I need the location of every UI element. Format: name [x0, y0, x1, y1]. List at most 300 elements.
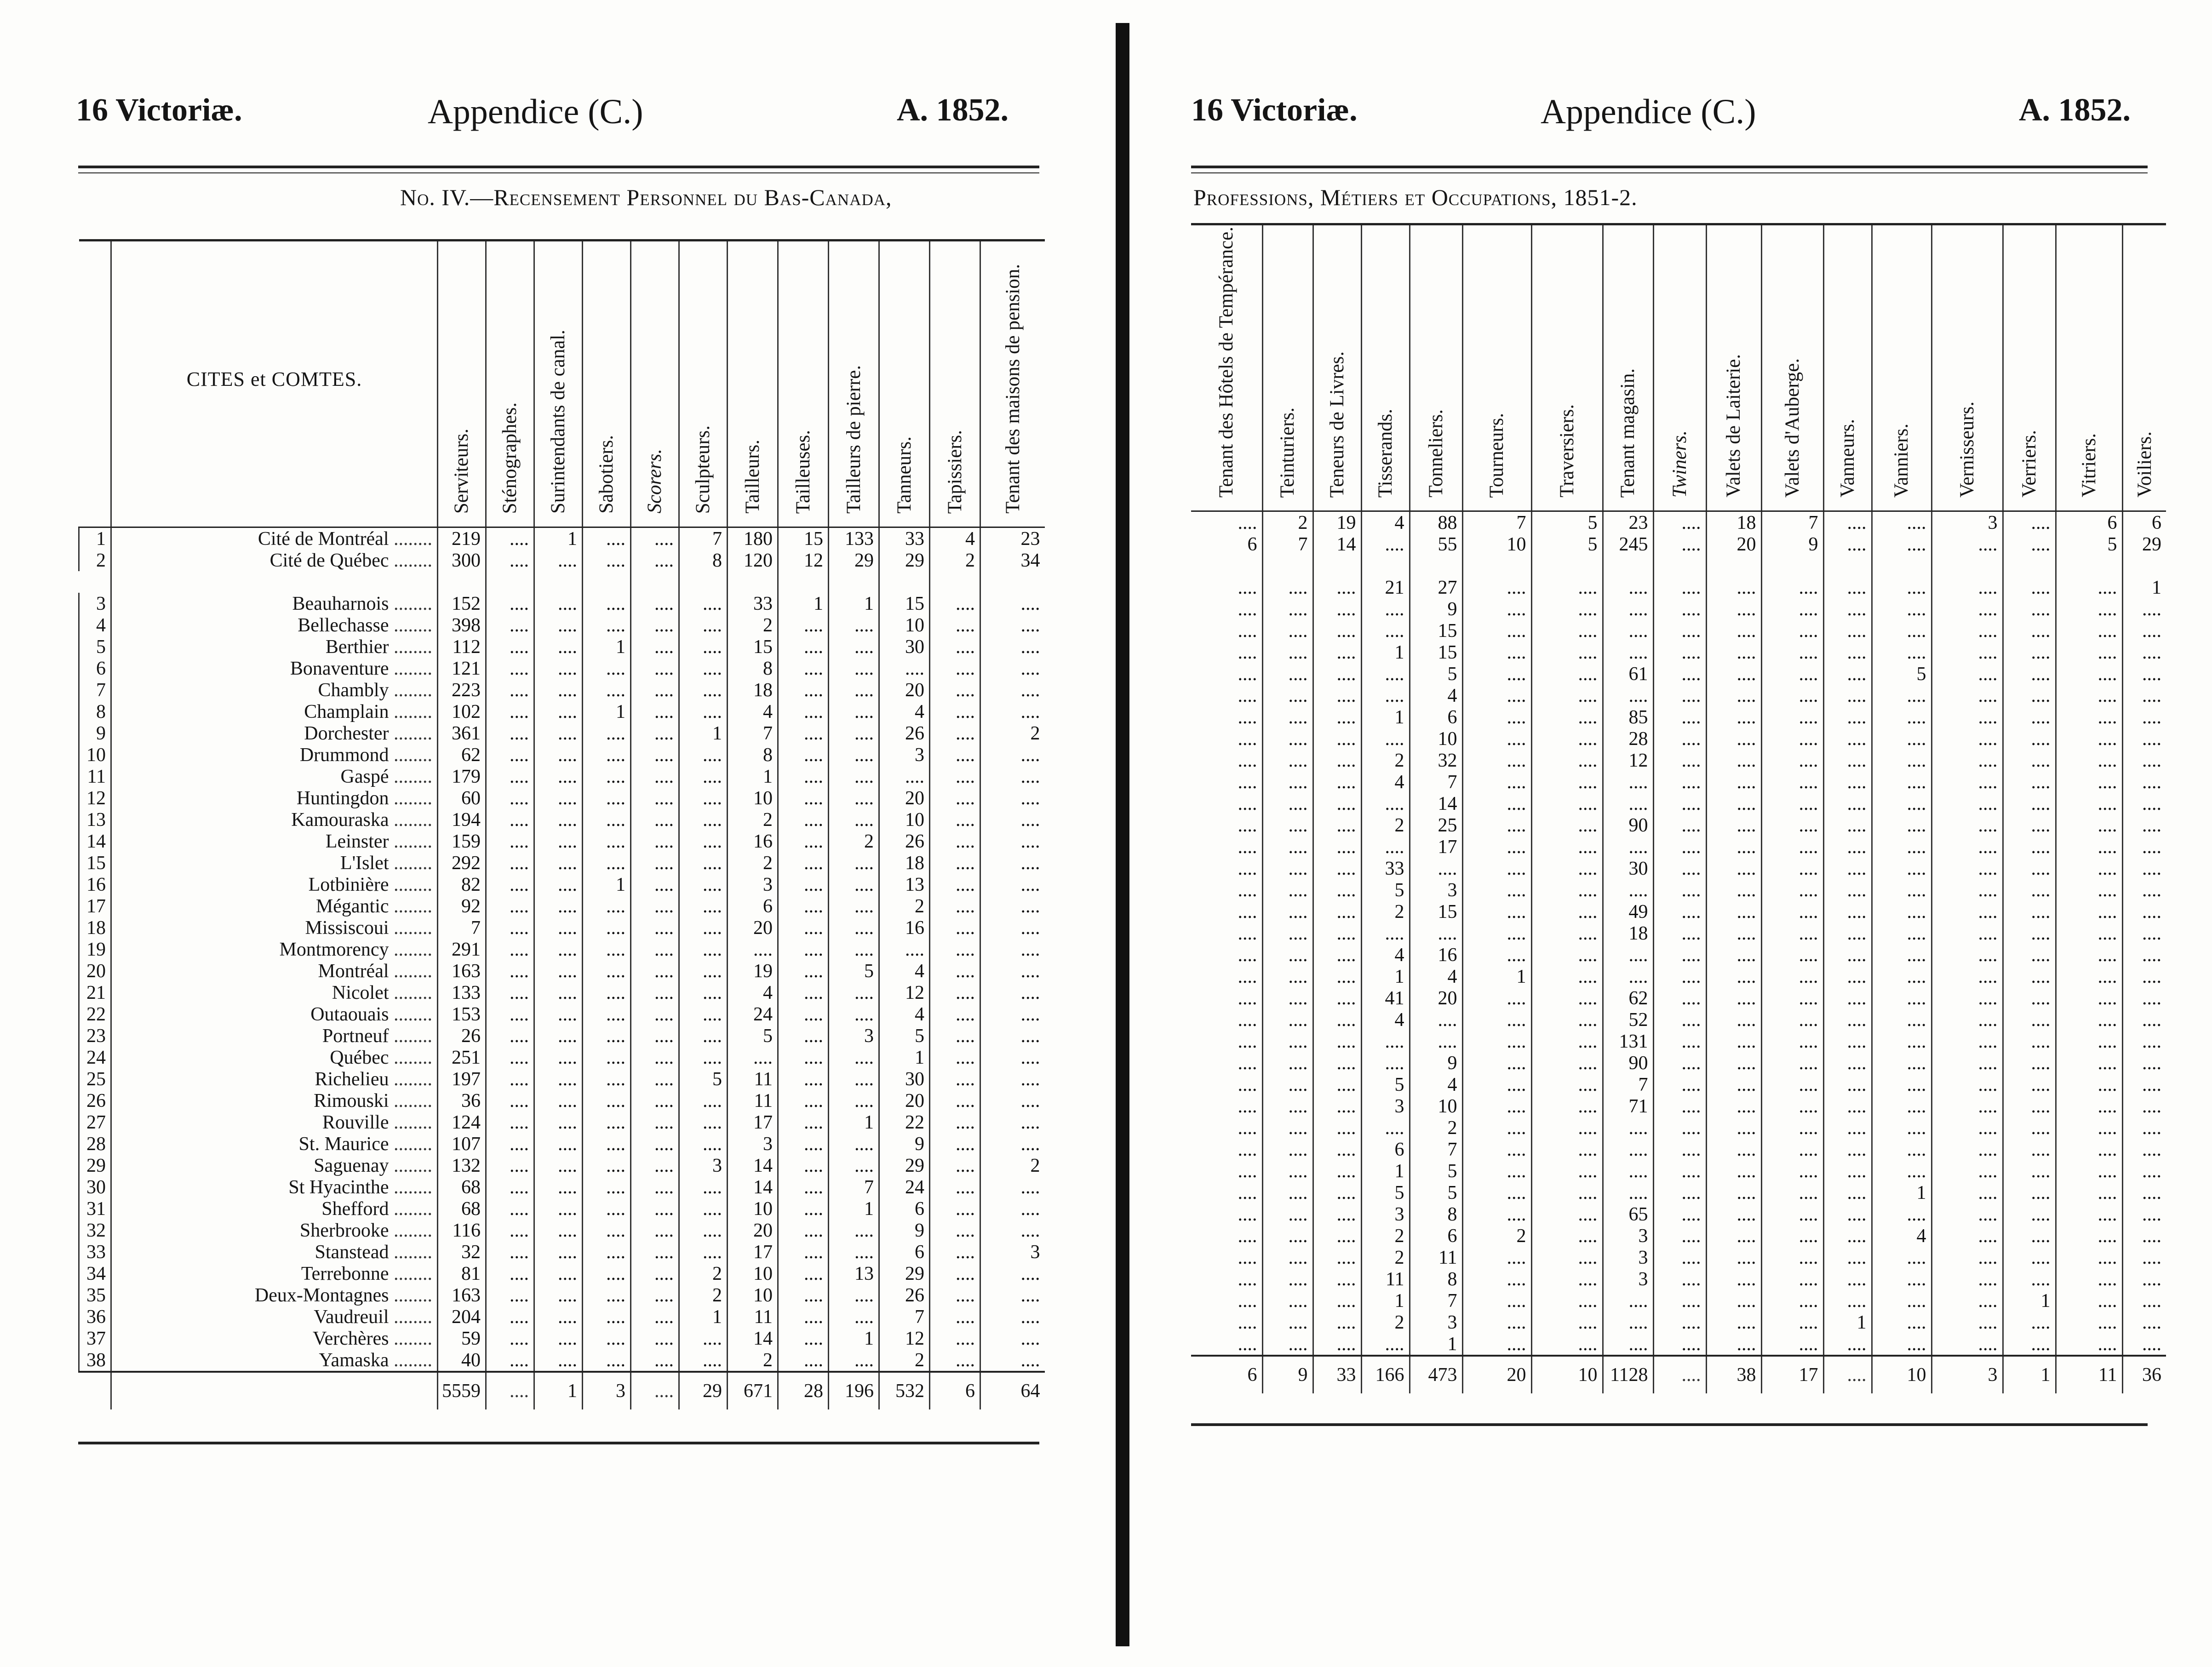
cell-value: .... — [2003, 1031, 2056, 1052]
cell-value: .... — [1653, 793, 1706, 814]
cell-value: .... — [1706, 642, 1761, 663]
cell-value: 14 — [1410, 793, 1462, 814]
total-value: 1128 — [1603, 1356, 1653, 1393]
cell-value: .... — [631, 1349, 679, 1372]
total-value: 1 — [534, 1372, 583, 1409]
cell-value: .... — [1761, 1312, 1823, 1333]
table-row — [1191, 1182, 2166, 1203]
cell-value: .... — [778, 917, 829, 939]
cell-value: 29 — [879, 550, 930, 571]
column-header-tailleurs-de-pierre — [829, 241, 879, 527]
cell-value: .... — [583, 744, 631, 766]
cell-value: .... — [534, 1349, 583, 1372]
cell-value: 1 — [679, 1306, 728, 1328]
county-name — [111, 766, 438, 787]
cell-value: .... — [679, 1349, 728, 1372]
row-number: 6 — [79, 658, 111, 679]
cell-value: .... — [1653, 879, 1706, 901]
cell-value: .... — [1262, 771, 1313, 793]
cell-value: .... — [1238, 1052, 1257, 1074]
cell-value: .... — [2122, 771, 2166, 793]
cell-value: 1 — [778, 593, 829, 614]
cell-value: .... — [1931, 577, 2003, 598]
column-header-sabotiers — [583, 241, 631, 527]
cell-value: .... — [1872, 706, 1931, 728]
cell-value: .... — [2003, 793, 2056, 814]
cell-value: .... — [1653, 901, 1706, 922]
cell-value: 11 — [728, 1090, 778, 1111]
county-name-text: Outaouais — [310, 1003, 389, 1025]
spacer-cell — [1603, 555, 1653, 577]
cell-value: 4 — [728, 701, 778, 722]
cell-value: .... — [980, 1047, 1045, 1068]
cell-value: 10 — [728, 1198, 778, 1220]
total-value: 36 — [2122, 1356, 2166, 1393]
county-name-text: Berthier — [325, 636, 389, 658]
leader-dots: ........ — [389, 679, 432, 701]
cell-value: 32 — [1410, 750, 1462, 771]
cell-value: 8 — [728, 658, 778, 679]
cell-value: .... — [1531, 1139, 1603, 1160]
cell-value: .... — [486, 550, 534, 571]
totals-row — [79, 1372, 1045, 1409]
cell-value: 3 — [728, 1133, 778, 1155]
cell-value: .... — [930, 895, 980, 917]
table-row — [79, 831, 1045, 852]
cell-value: .... — [1462, 879, 1531, 901]
cell-value: .... — [1603, 836, 1653, 858]
row-number: 27 — [79, 1111, 111, 1133]
cell-value: .... — [980, 831, 1045, 852]
row-number-header — [79, 241, 111, 527]
cell-value: .... — [778, 787, 829, 809]
cell-value: .... — [1313, 620, 1361, 642]
cell-value: 2 — [980, 722, 1045, 744]
cell-value: .... — [930, 1328, 980, 1349]
cell-value: 3 — [879, 744, 930, 766]
county-name-text: Chambly — [318, 679, 389, 701]
cell-value: .... — [1238, 663, 1257, 685]
cell-value: .... — [679, 679, 728, 701]
total-value: 166 — [1361, 1356, 1410, 1393]
cell-value: .... — [980, 744, 1045, 766]
cell-value: .... — [1706, 706, 1761, 728]
cell-value: .... — [1603, 685, 1653, 706]
cell-value: .... — [486, 593, 534, 614]
cell-value: .... — [486, 1047, 534, 1068]
cell-value: .... — [980, 1198, 1045, 1220]
total-value: 64 — [980, 1372, 1045, 1409]
cell-value: 20 — [1410, 987, 1462, 1009]
cell-value: 163 — [438, 960, 486, 982]
cell-value: .... — [1761, 598, 1823, 620]
header-left: 16 Victoriæ. — [76, 92, 242, 128]
table-row — [79, 614, 1045, 636]
cell-value: 1 — [583, 636, 631, 658]
cell-value: .... — [829, 1241, 879, 1263]
cell-value: .... — [1761, 663, 1823, 685]
spacer-cell — [1191, 555, 1262, 577]
cell-value: .... — [930, 960, 980, 982]
cell-value: 21 — [1361, 577, 1410, 598]
county-name — [111, 1198, 438, 1220]
column-label: Tenant magasin. — [1617, 368, 1639, 498]
cell-value: .... — [583, 766, 631, 787]
table-row — [1191, 620, 2166, 642]
leader-dots: ........ — [389, 1176, 432, 1198]
cell-value: .... — [829, 1220, 879, 1241]
cell-value: .... — [1706, 1139, 1761, 1160]
cell-value: .... — [679, 1176, 728, 1198]
cell-value: .... — [2122, 642, 2166, 663]
cell-value: .... — [1872, 922, 1931, 944]
cell-value: .... — [583, 1133, 631, 1155]
column-label: Tenant des maisons de pension. — [1002, 264, 1024, 514]
cell-value: .... — [980, 593, 1045, 614]
cell-value: .... — [1931, 771, 2003, 793]
cell-value: .... — [1872, 533, 1931, 555]
row-number: 38 — [79, 1349, 111, 1372]
cell-value: .... — [829, 982, 879, 1003]
cell-value: .... — [2003, 966, 2056, 987]
cell-value: .... — [631, 1133, 679, 1155]
spacer-cell — [728, 571, 778, 593]
leader-dots: ........ — [389, 831, 432, 852]
cell-value: .... — [2122, 1052, 2166, 1074]
row-number: 4 — [79, 614, 111, 636]
cell-value: 112 — [438, 636, 486, 658]
cell-value: .... — [1872, 1333, 1931, 1356]
cell-value: .... — [930, 1198, 980, 1220]
cell-value: .... — [486, 1349, 534, 1372]
cell-value: .... — [930, 1111, 980, 1133]
row-number: 20 — [79, 960, 111, 982]
cell-value: .... — [1872, 1268, 1931, 1290]
header-right: A. 1852. — [2019, 92, 2131, 128]
cell-value: .... — [1653, 1052, 1706, 1074]
table-row — [79, 766, 1045, 787]
cell-value: .... — [1262, 663, 1313, 685]
cell-value: .... — [1823, 511, 1872, 534]
leader-dots: ........ — [389, 614, 432, 636]
cell-value: 13 — [879, 874, 930, 895]
total-value: 3 — [583, 1372, 631, 1409]
cell-value: .... — [1823, 663, 1872, 685]
cell-value: 20 — [728, 917, 778, 939]
cell-value: .... — [1238, 642, 1257, 663]
spacer-cell — [111, 571, 438, 593]
cell-value: .... — [980, 1263, 1045, 1284]
cell-value: 2 — [728, 614, 778, 636]
cell-value: .... — [631, 1090, 679, 1111]
cell-value: .... — [2003, 1333, 2056, 1356]
cell-value: .... — [1761, 836, 1823, 858]
row-number: 37 — [79, 1328, 111, 1349]
cell-value: .... — [2056, 771, 2122, 793]
cell-value: .... — [829, 614, 879, 636]
cell-value: 5 — [1361, 1182, 1410, 1203]
cell-value: .... — [1462, 901, 1531, 922]
column-label: Verriers. — [2018, 430, 2040, 498]
cell-value: .... — [1823, 1290, 1872, 1312]
cell-value: .... — [1262, 728, 1313, 750]
cell-value: .... — [1262, 1203, 1313, 1225]
cell-value: 18 — [879, 852, 930, 874]
cell-value: .... — [2003, 750, 2056, 771]
cell-value: .... — [2056, 1095, 2122, 1117]
table-row — [79, 636, 1045, 658]
cell-value: .... — [1761, 814, 1823, 836]
leader-dots: ........ — [389, 852, 432, 874]
cell-value: .... — [1313, 1074, 1361, 1095]
county-name — [111, 1003, 438, 1025]
cell-value: .... — [631, 852, 679, 874]
cell-value: 15 — [1410, 901, 1462, 922]
cell-value: .... — [534, 1176, 583, 1198]
cell-value: .... — [1761, 987, 1823, 1009]
cell-value: .... — [534, 679, 583, 701]
cell-value: .... — [1761, 1117, 1823, 1139]
total-value: 11 — [2056, 1356, 2122, 1393]
cell-value: .... — [1361, 598, 1410, 620]
cell-value: .... — [1262, 1247, 1313, 1268]
cell-value: .... — [534, 787, 583, 809]
cell-value: .... — [980, 701, 1045, 722]
cell-value: .... — [1531, 728, 1603, 750]
cell-value: .... — [679, 895, 728, 917]
census-table-left — [78, 239, 1045, 1409]
table-row — [1191, 858, 2166, 879]
cell-value: .... — [1931, 901, 2003, 922]
cell-value: .... — [1531, 750, 1603, 771]
cell-value: .... — [1262, 706, 1313, 728]
cell-value: .... — [534, 809, 583, 831]
cell-value: .... — [1313, 1139, 1361, 1160]
cell-value: .... — [583, 1025, 631, 1047]
county-name — [111, 1068, 438, 1090]
cell-value: .... — [2003, 771, 2056, 793]
cell-value: .... — [631, 809, 679, 831]
cell-value: .... — [1761, 1247, 1823, 1268]
cell-value: .... — [1313, 901, 1361, 922]
cell-value: .... — [930, 679, 980, 701]
table-row — [79, 917, 1045, 939]
cell-value: .... — [980, 787, 1045, 809]
cell-value: .... — [1706, 1031, 1761, 1052]
leader-dots: ........ — [389, 1220, 432, 1241]
cell-value: .... — [534, 593, 583, 614]
cell-value: 24 — [728, 1003, 778, 1025]
row-number: 5 — [79, 636, 111, 658]
row-number: 13 — [79, 809, 111, 831]
cell-value: .... — [930, 874, 980, 895]
cell-value: .... — [1872, 1095, 1931, 1117]
cell-value: .... — [1361, 1117, 1410, 1139]
table-row — [1191, 1333, 2166, 1356]
cell-value: .... — [1931, 642, 2003, 663]
cell-value: 12 — [879, 982, 930, 1003]
column-header-tenant-des-hotels-de-temperance — [1191, 224, 1262, 511]
cell-value: 7 — [1410, 1139, 1462, 1160]
cell-value: .... — [2122, 706, 2166, 728]
cell-value: 4 — [1410, 685, 1462, 706]
county-name — [111, 809, 438, 831]
cell-value: .... — [631, 722, 679, 744]
footer-rule — [78, 1442, 1039, 1444]
cell-value: .... — [829, 852, 879, 874]
cell-value: 4 — [1410, 966, 1462, 987]
column-header-twiners — [1653, 224, 1706, 511]
county-name — [111, 1349, 438, 1372]
cell-value: 17 — [728, 1241, 778, 1263]
cell-value: 2 — [1361, 901, 1410, 922]
cell-value: 41 — [1361, 987, 1410, 1009]
row-number: 3 — [79, 593, 111, 614]
cell-value: .... — [1872, 1139, 1931, 1160]
cell-value: .... — [631, 1328, 679, 1349]
county-name-text: Champlain — [304, 701, 389, 722]
row-number: 33 — [79, 1241, 111, 1263]
cell-value: .... — [1313, 944, 1361, 966]
county-name — [111, 1025, 438, 1047]
cell-value: .... — [1262, 966, 1313, 987]
row-number: 9 — [79, 722, 111, 744]
table-row — [79, 1090, 1045, 1111]
cell-value: .... — [1761, 577, 1823, 598]
cell-value: .... — [2122, 1117, 2166, 1139]
cell-value: .... — [2056, 642, 2122, 663]
cell-value: .... — [1238, 750, 1257, 771]
cell-value: .... — [829, 636, 879, 658]
cell-value: .... — [1931, 922, 2003, 944]
cell-value: .... — [1653, 771, 1706, 793]
county-name — [111, 1263, 438, 1284]
table-row — [1191, 728, 2166, 750]
cell-value: .... — [2003, 642, 2056, 663]
cell-value: .... — [1653, 750, 1706, 771]
column-header-teinturiers — [1262, 224, 1313, 511]
cell-value: .... — [1262, 1009, 1313, 1031]
cell-value: .... — [980, 1003, 1045, 1025]
cell-value: .... — [1462, 814, 1531, 836]
cell-value: 92 — [438, 895, 486, 917]
cell-value: .... — [486, 614, 534, 636]
cell-value: .... — [1706, 966, 1761, 987]
row-number: 17 — [79, 895, 111, 917]
leader-dots: ........ — [389, 744, 432, 766]
cell-value: .... — [1706, 1333, 1761, 1356]
cell-value: .... — [1313, 1031, 1361, 1052]
cell-value: .... — [778, 614, 829, 636]
cell-value: 107 — [438, 1133, 486, 1155]
cell-value: 7 — [438, 917, 486, 939]
cell-value: .... — [1872, 793, 1931, 814]
cell-value: 36 — [438, 1090, 486, 1111]
cell-value: .... — [778, 658, 829, 679]
cell-value: .... — [778, 1220, 829, 1241]
cell-value: .... — [486, 744, 534, 766]
cell-value: .... — [1706, 1074, 1761, 1095]
table-row — [1191, 1031, 2166, 1052]
county-name-text: Beauharnois — [292, 593, 389, 614]
cell-value: .... — [486, 939, 534, 960]
cell-value: .... — [631, 1263, 679, 1284]
cell-value: .... — [1823, 750, 1872, 771]
cell-value: .... — [829, 744, 879, 766]
cell-value: 361 — [438, 722, 486, 744]
cell-value: .... — [1313, 1203, 1361, 1225]
cell-value: 18 — [1603, 922, 1653, 944]
column-label: Twiners. — [1668, 430, 1691, 498]
table-row — [1191, 793, 2166, 814]
cell-value: .... — [1238, 858, 1257, 879]
cell-value: .... — [2056, 1333, 2122, 1356]
cell-value: .... — [1761, 879, 1823, 901]
table-row — [1191, 1009, 2166, 1031]
cell-value: .... — [1653, 577, 1706, 598]
cell-value: 68 — [438, 1198, 486, 1220]
cell-value: .... — [1462, 1333, 1531, 1356]
cell-value: .... — [679, 1328, 728, 1349]
cell-value: 2 — [930, 550, 980, 571]
table-row — [79, 550, 1045, 571]
cell-value: .... — [1931, 1312, 2003, 1333]
cell-value: .... — [829, 766, 879, 787]
leader-dots: ........ — [389, 1306, 432, 1328]
cell-value: .... — [1262, 814, 1313, 836]
cell-value: .... — [631, 1025, 679, 1047]
cell-value: .... — [583, 852, 631, 874]
cell-value: 10 — [1410, 728, 1462, 750]
cell-value: .... — [1761, 1160, 1823, 1182]
cell-value: .... — [1313, 922, 1361, 944]
county-name — [111, 722, 438, 744]
county-name — [111, 1220, 438, 1241]
header-center: Appendice (C.) — [1541, 92, 1756, 131]
cell-value: 61 — [1603, 663, 1653, 685]
cell-value: .... — [1823, 1247, 1872, 1268]
cell-value: 1 — [829, 1328, 879, 1349]
cell-value: .... — [1931, 1160, 2003, 1182]
cell-value: .... — [1262, 620, 1313, 642]
cell-value: .... — [1931, 1247, 2003, 1268]
cell-value: .... — [1931, 944, 2003, 966]
cell-value: .... — [728, 1047, 778, 1068]
county-name — [111, 527, 438, 550]
cell-value: .... — [829, 874, 879, 895]
cell-value: .... — [583, 593, 631, 614]
cell-value: .... — [778, 874, 829, 895]
cites-comtes-header — [111, 241, 438, 527]
cell-value: .... — [1931, 598, 2003, 620]
cell-value: .... — [1931, 1268, 2003, 1290]
cell-value: .... — [2056, 750, 2122, 771]
cell-value: .... — [1761, 771, 1823, 793]
cell-value: .... — [778, 982, 829, 1003]
cell-value: .... — [631, 982, 679, 1003]
cell-value: 116 — [438, 1220, 486, 1241]
cell-value: .... — [1823, 1095, 1872, 1117]
leader-dots: ........ — [389, 982, 432, 1003]
cell-value: 62 — [438, 744, 486, 766]
cell-value: .... — [1361, 1031, 1410, 1052]
spacer-cell — [1313, 555, 1361, 577]
table-row — [79, 1133, 1045, 1155]
cell-value: 4 — [879, 701, 930, 722]
cell-value: .... — [778, 939, 829, 960]
cell-value: .... — [2003, 577, 2056, 598]
cell-value: 16 — [879, 917, 930, 939]
